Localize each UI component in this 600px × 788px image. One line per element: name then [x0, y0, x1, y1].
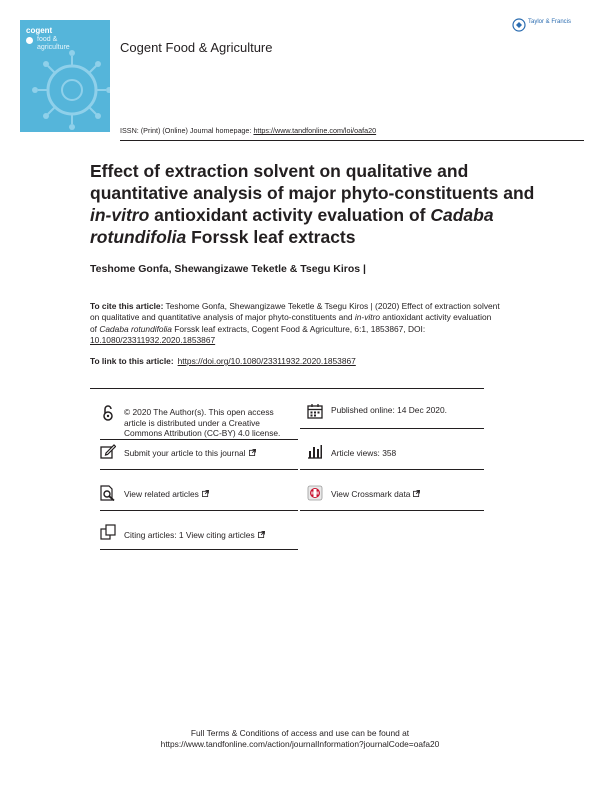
search-document-icon — [100, 485, 116, 501]
cover-brand-line2: food & agriculture — [37, 36, 70, 51]
bar-chart-icon — [307, 443, 323, 459]
cite-label: To cite this article: — [90, 301, 164, 311]
external-link-icon — [258, 531, 265, 538]
publisher-logo[interactable] — [512, 16, 584, 38]
cell-rule — [300, 428, 484, 429]
journal-homepage-link[interactable]: https://www.tandfonline.com/loi/oafa20 — [253, 126, 377, 135]
article-link-line — [90, 356, 356, 366]
cell-rule — [100, 510, 298, 511]
crossmark-text: View Crossmark data — [331, 489, 411, 499]
submit-article-text: Submit your article to this journal — [124, 448, 246, 458]
cover-brand-line1: cogent — [26, 26, 53, 35]
footer-terms-text: Full Terms & Conditions of access and use can be found at — [190, 728, 410, 738]
article-authors: Teshome Gonfa, Shewangizawe Teketle & Tsegu Kiros | — [90, 263, 366, 275]
footer-terms-link[interactable]: https://www.tandfonline.com/action/journalInformation?journalCode=oafa20 — [160, 739, 440, 749]
external-link-icon — [413, 490, 420, 497]
cell-rule — [300, 510, 484, 511]
journal-cover — [20, 20, 110, 132]
citing-articles-icon — [100, 524, 116, 540]
publisher-logo-text: Taylor & Francis — [528, 19, 572, 25]
cell-rule — [100, 469, 298, 470]
citing-articles-text: Citing articles: 1 View citing articles — [124, 530, 255, 540]
article-doi-url[interactable]: https://doi.org/10.1080/23311932.2020.1853867 — [177, 356, 356, 366]
link-label: To link to this article: — [90, 356, 174, 366]
published-date: Published online: 14 Dec 2020. — [331, 405, 447, 415]
issn-homepage-line — [120, 126, 584, 141]
page-footer — [0, 728, 600, 750]
cell-rule — [100, 439, 298, 440]
journal-title: Cogent Food & Agriculture — [120, 40, 273, 55]
citation-block: To cite this article: Teshome Gonfa, Shewangizawe Teketle & Tsegu Kiros | (2020) Effect of extraction solvent on qualitative and quantitative analysis of major phyto-constituents and in-vitro antioxidant activity evaluation of Cadaba rotundifolia Forssk leaf extracts, Cogent Food & Agriculture, 6:1, 1853867, DOI: 10.1080/23311932.2020.1853867 — [90, 301, 500, 346]
article-title: Effect of extraction solvent on qualitative and quantitative analysis of major phyto-constituents and in-vitro antioxidant activity evaluation of Cadaba rotundifolia Forssk leaf extracts — [90, 161, 535, 247]
info-grid-top-rule — [90, 388, 484, 389]
edit-icon — [100, 443, 116, 459]
external-link-icon — [202, 490, 209, 497]
issn-label: ISSN: (Print) (Online) Journal homepage: — [120, 126, 254, 135]
external-link-icon — [249, 449, 256, 456]
license-text: © 2020 The Author(s). This open access article is distributed under a Creative Commons Attribution (CC-BY) 4.0 license. — [124, 407, 281, 438]
cell-rule — [300, 469, 484, 470]
publisher-logo-icon — [512, 18, 526, 32]
cover-logo-dot — [26, 37, 33, 44]
related-articles-text: View related articles — [124, 489, 199, 499]
article-views-text: Article views: 358 — [331, 448, 397, 458]
calendar-icon — [307, 403, 323, 419]
open-access-icon — [100, 405, 116, 421]
cell-rule — [100, 549, 298, 550]
crossmark-icon — [307, 485, 323, 501]
doi-link[interactable]: 10.1080/23311932.2020.1853867 — [90, 335, 216, 346]
